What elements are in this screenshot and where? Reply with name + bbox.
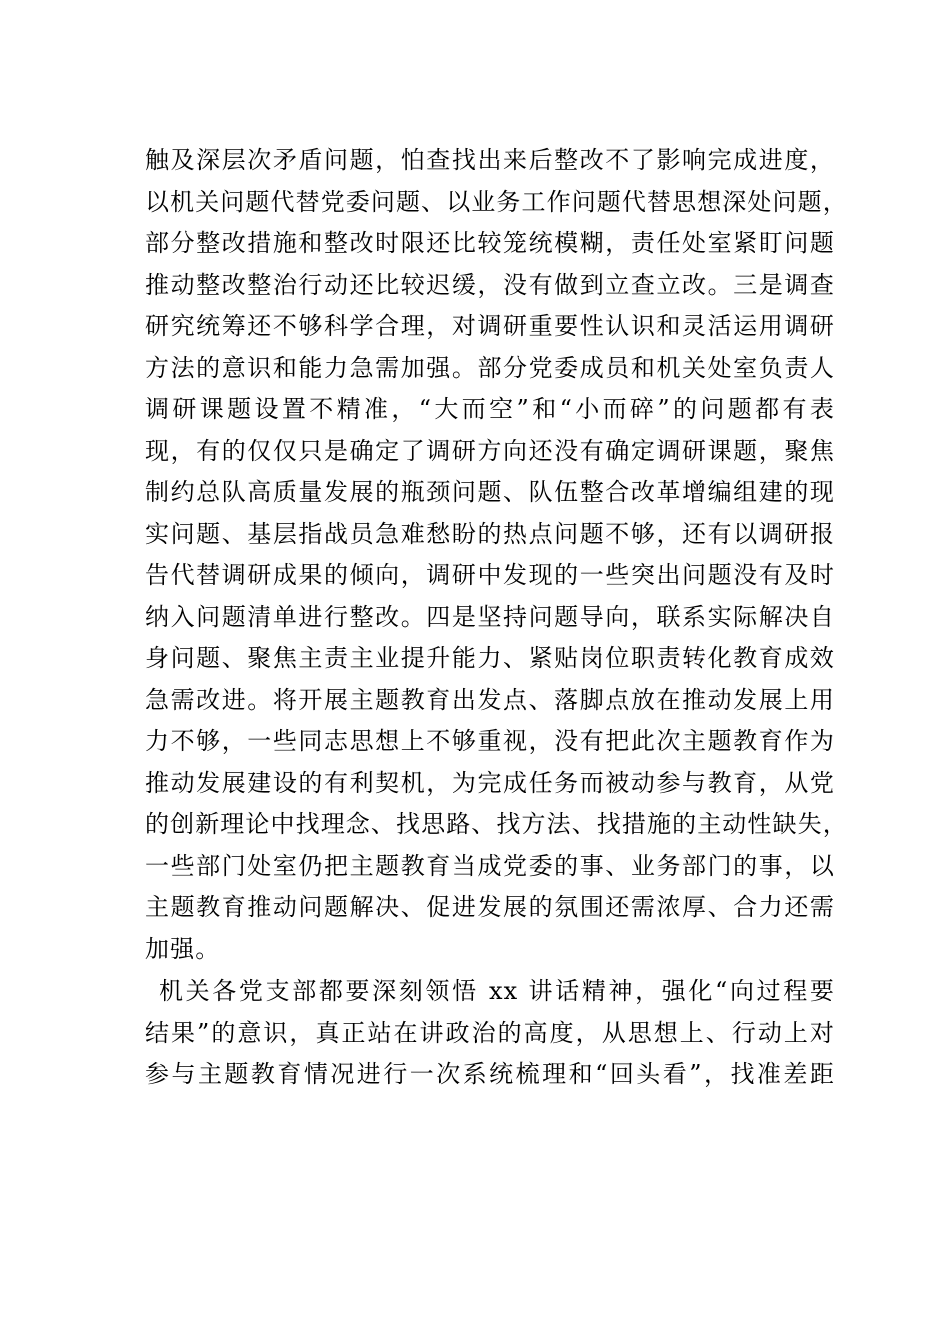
text-line: 方法的意识和能力急需加强。部分党委成员和机关处室负责人 (145, 353, 835, 382)
text-line: 制约总队高质量发展的瓶颈问题、队伍整合改革增编组建的现 (145, 478, 835, 506)
text-line: 告代替调研成果的倾向，调研中发现的一些突出问题没有及时 (145, 561, 835, 589)
text-line: 以机关问题代替党委问题、以业务工作问题代替思想深处问题， (145, 187, 848, 216)
text-line: 加强。 (145, 934, 221, 963)
text-line: 力不够，一些同志思想上不够重视，没有把此次主题教育作为 (145, 727, 835, 755)
text-line: 主题教育推动问题解决、促进发展的氛围还需浓厚、合力还需 (145, 893, 835, 921)
text-line: 触及深层次矛盾问题，怕查找出来后整改不了影响完成进度， (145, 146, 835, 174)
text-line: 机关各党支部都要深刻领悟 xx 讲话精神，强化“向过程要 (159, 977, 835, 1005)
paragraph (145, 140, 848, 970)
text-line: 部分整改措施和整改时限还比较笼统模糊，责任处室紧盯问题 (145, 229, 835, 257)
paragraph (145, 971, 835, 1096)
text-line: 一些部门处室仍把主题教育当成党委的事、业务部门的事，以 (145, 851, 835, 880)
text-line: 调研课题设置不精准，“大而空”和“小而碎”的问题都有表 (145, 395, 835, 423)
text-line: 的创新理论中找理念、找思路、找方法、找措施的主动性缺失， (145, 810, 848, 838)
text-line: 推动发展建设的有利契机，为完成任务而被动参与教育，从党 (145, 768, 835, 797)
text-line: 纳入问题清单进行整改。四是坚持问题导向，联系实际解决自 (145, 602, 835, 631)
text-line: 推动整改整治行动还比较迟缓，没有做到立查立改。三是调查 (145, 270, 835, 299)
text-line: 急需改进。将开展主题教育出发点、落脚点放在推动发展上用 (145, 685, 835, 714)
text-line: 参与主题教育情况进行一次系统梳理和“回头看”，找准差距 (145, 1060, 835, 1088)
text-line: 实问题、基层指战员急难愁盼的热点问题不够，还有以调研报 (145, 519, 835, 548)
text-line: 结果”的意识，真正站在讲政治的高度，从思想上、行动上对 (145, 1018, 835, 1047)
text-line: 研究统筹还不够科学合理，对调研重要性认识和灵活运用调研 (145, 312, 835, 340)
document-body (145, 140, 848, 1096)
text-line: 现，有的仅仅只是确定了调研方向还没有确定调研课题，聚焦 (145, 436, 835, 465)
text-line: 身问题、聚焦主责主业提升能力、紧贴岗位职责转化教育成效 (145, 644, 835, 672)
